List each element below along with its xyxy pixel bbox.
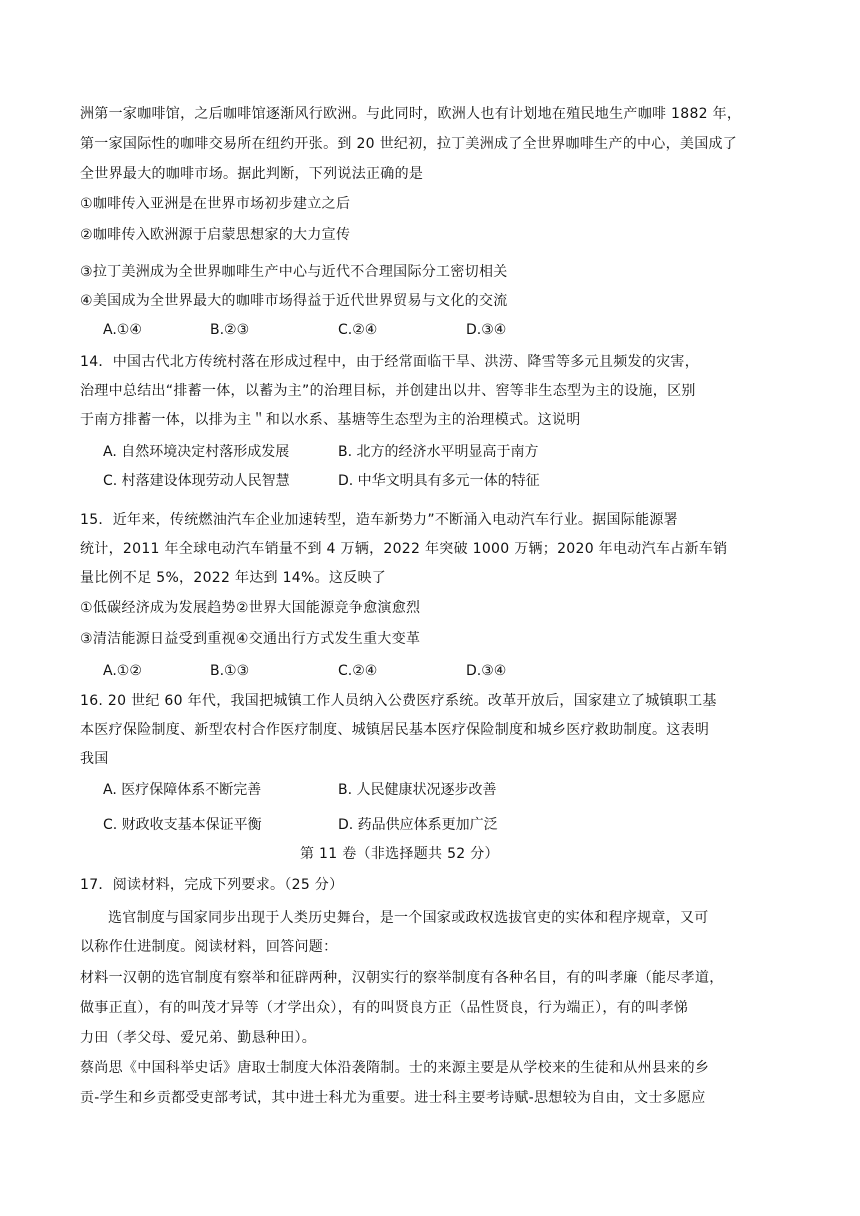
q17-material-line: 材料一汉朝的选官制度有察举和征辟两种，汉朝实行的察举制度有各种名目，有的叫孝廉（能尽孝道， [80,970,724,986]
q15-option-d: D.③④ [466,663,507,679]
q17-material-line: 蔡尚思《中国科举史话》唐取士制度大体沿袭隋制。士的来源主要是从学校来的生徒和从州县来的乡 [80,1060,710,1076]
q17-material-line: 做事正直），有的叫茂才异等（才学出众），有的叫贤良方正（品性贤良，行为端正），有的叫孝悌 [80,1000,689,1016]
section-title: 第 11 卷（非选择题共 52 分） [300,846,499,862]
q13-statement: ④美国成为全世界最大的咖啡市场得益于近代世界贸易与文化的交流 [80,293,508,309]
q14-option-d: D. 中华文明具有多元一体的特征 [338,473,540,489]
q15-statement: ①低碳经济成为发展趋势②世界大国能源竞争愈演愈烈 [80,600,421,616]
q13-statement: ③拉丁美洲成为全世界咖啡生产中心与近代不合理国际分工密切相关 [80,264,508,280]
q16-option-b: B. 人民健康状况逐步改善 [338,782,497,798]
q15-option-a: A.①② [103,663,142,679]
q13-statement: ①咖啡传入亚洲是在世界市场初步建立之后 [80,196,351,212]
q16-text-line: 我国 [80,751,109,767]
q14-text-line: 14．中国古代北方传统村落在形成过程中，由于经常面临干旱、洪涝、降雪等多元且频发的灾害， [80,354,700,370]
q16-option-d: D. 药品供应体系更加广泛 [338,817,498,833]
q15-statement: ③清洁能源日益受到重视④交通出行方式发生重大变革 [80,631,421,647]
q15-option-c: C.②④ [338,663,378,679]
q14-text-line: 治理中总结出“排蓄一体，以蓄为主”的治理目标，并创建出以井、窖等非生态型为主的设施，区别 [80,383,696,399]
q13-option-d: D.③④ [466,322,507,338]
q13-option-a: A.①④ [103,322,142,338]
q17-text-line: 以称作仕进制度。阅读材料，回答问题： [80,939,338,955]
q15-option-b: B.①③ [210,663,250,679]
q17-heading: 17．阅读材料，完成下列要求。（25 分） [80,877,344,893]
q14-option-c: C. 村落建设体现劳动人民智慧 [103,473,290,489]
q15-text-line: 15．近年来，传统燃油汽车企业加速转型，造车新势力”不断涌入电动汽车行业。据国际能源署 [80,512,678,528]
q13-text-line: 第一家国际性的咖啡交易所在纽约开张。到 20 世纪初，拉丁美洲成了全世界咖啡生产的中心，美国成了 [80,136,738,152]
q14-option-a: A. 自然环境决定村落形成发展 [103,444,290,460]
q13-statement: ②咖啡传入欧洲源于启蒙思想家的大力宣传 [80,227,351,243]
q16-option-c: C. 财政收支基本保证平衡 [103,817,262,833]
q14-option-b: B. 北方的经济水平明显高于南方 [338,444,539,460]
q17-material-line: 贡-学生和乡贡都受吏部考试，其中进士科尤为重要。进士科主要考诗赋-思想较为自由，文士多愿应 [80,1090,706,1106]
q13-option-c: C.②④ [338,322,378,338]
q16-option-a: A. 医疗保障体系不断完善 [103,782,262,798]
q14-text-line: 于南方排蓄一体，以排为主＂和以水系、基塘等生态型为主的治理模式。这说明 [80,412,581,428]
q17-material-line: 力田（孝父母、爱兄弟、勤恳种田）。 [80,1030,317,1046]
q16-text-line: 本医疗保险制度、新型农村合作医疗制度、城镇居民基本医疗保险制度和城乡医疗救助制度。这表明 [80,722,710,738]
q13-text-line: 洲第一家咖啡馆，之后咖啡馆逐渐风行欧洲。与此同时，欧洲人也有计划地在殖民地生产咖啡 1882 年， [80,106,742,122]
q15-text-line: 统计，2011 年全球电动汽车销量不到 4 万辆，2022 年突破 1000 万辆；2020 年电动汽车占新车销 [80,541,728,557]
q15-text-line: 量比例不足 5%，2022 年达到 14%。这反映了 [80,570,387,586]
q13-option-b: B.②③ [210,322,250,338]
q13-text-line: 全世界最大的咖啡市场。据此判断，下列说法正确的是 [80,166,424,182]
q17-text-line: 选官制度与国家同步出现于人类历史舞台，是一个国家或政权选拔官吏的实体和程序规章，又可 [108,910,709,926]
q16-text-line: 16. 20 世纪 60 年代，我国把城镇工作人员纳入公费医疗系统。改革开放后，国家建立了城镇职工基 [80,693,717,709]
